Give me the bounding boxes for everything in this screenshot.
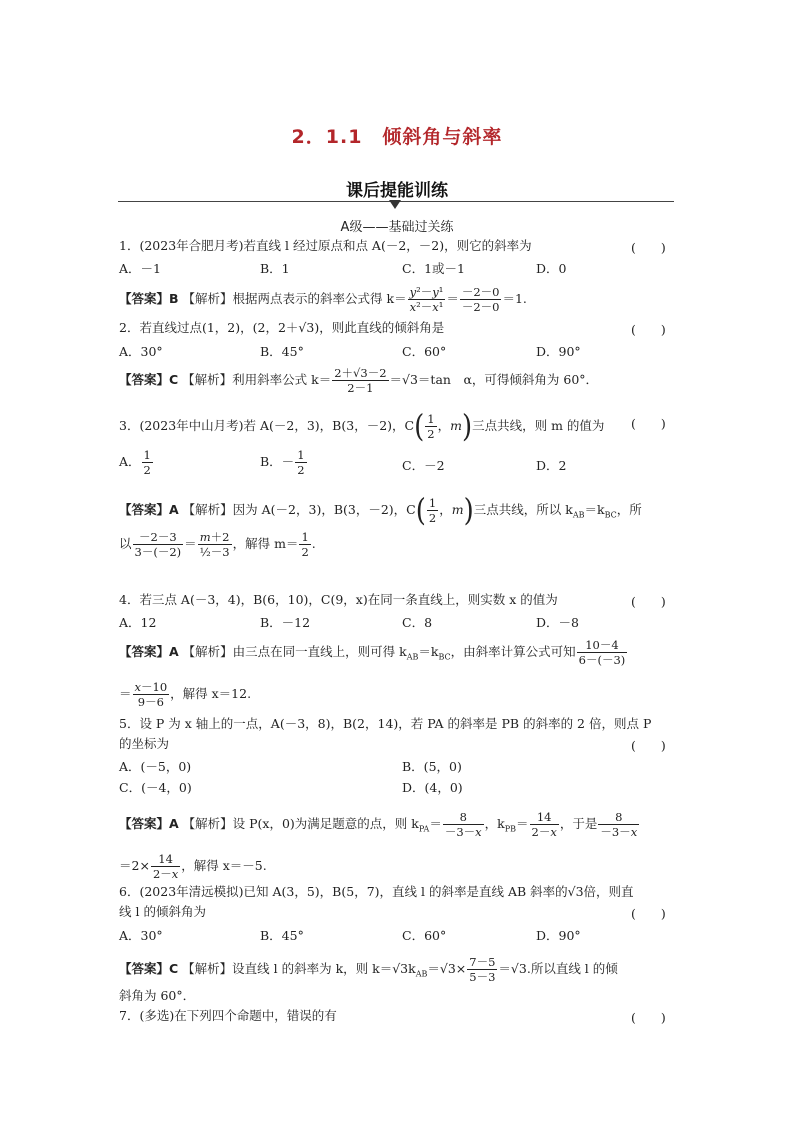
level-heading: A级——基础过关练 (340, 220, 454, 235)
answer-label: 【答案】B (119, 291, 179, 306)
answer-blank: ( ) (631, 738, 666, 753)
question-5-answer: 【答案】A 【解析】设 P(x，0)为满足题意的点，则 $k_{PA}=$ $\frac{8}{-3-x}$ ，$k_{PB}=$ $\frac{14}{2-x}$ ，于是 $\frac{8}{-3-x}$ (119, 810, 638, 839)
question-6-stem-line2: 线 l 的倾斜角为 (119, 904, 206, 919)
page-title: 2．1.1 倾斜角与斜率 (291, 126, 503, 148)
question-5-stem: 5．设 P 为 x 轴上的一点，A(－3，8)，B(2，14)，若 PA 的斜率是 PB 的斜率的 2 倍，则点 P (119, 716, 652, 731)
option-a: A．30° (119, 344, 163, 359)
option-d: D．2 (536, 458, 567, 473)
option-b: B．(5，0) (402, 759, 462, 774)
question-6-answer: 【答案】C 【解析】设直线 l 的斜率为 k，则 $k=√3k_{AB}=√3\times$ $\frac{7-5}{5-3}$ ＝√3.所以直线 l 的倾 (119, 955, 618, 984)
analysis-text: 【解析】利用斜率公式 k＝ (182, 372, 332, 387)
question-4-answer-line2: ＝ $\frac{x-10}{9-6}$ ，解得 x＝12. (119, 680, 252, 709)
triangle-marker-icon (389, 200, 401, 209)
option-c: C．60° (402, 928, 447, 943)
slope-fraction: $\frac{\text{y²－y¹}}{\text{x²－x¹}}$ (409, 285, 444, 314)
answer-blank: ( ) (631, 1010, 666, 1025)
option-b: B．－12 (260, 615, 311, 630)
answer-label: 【答案】C (119, 961, 179, 976)
question-3-stem: 3．(2023年中山月考)若 A(－2，3)，B(3，－2)，C( $\frac{1}{2}$ ，m)三点共线，则 m 的值为 (119, 408, 605, 445)
question-5-answer-line2: ＝2× $\frac{14}{2-x}$ ，解得 x＝－5. (119, 852, 267, 881)
question-1-answer: 【答案】B 【解析】根据两点表示的斜率公式得 k＝ $\frac{\text{y²－y¹}}{\text{x²－x¹}}$ ＝ $\frac{-2-0}{-2-0}$ ＝1. (119, 285, 527, 314)
answer-blank: ( ) (631, 240, 666, 255)
question-7-stem: 7．(多选)在下列四个命题中，错误的有 (119, 1008, 337, 1023)
answer-blank: ( ) (631, 322, 666, 337)
option-d: D．90° (536, 928, 581, 943)
answer-label: 【答案】A (119, 816, 179, 831)
question-2-answer: 【答案】C 【解析】利用斜率公式 k＝ $\frac{2+√3-2}{2-1}$ ＝√3＝tan α，可得倾斜角为 60°． (119, 366, 599, 395)
option-c: C．60° (402, 344, 447, 359)
option-a: A．－1 (119, 261, 161, 276)
option-b: B．－ $\frac{1}{2}$ (260, 448, 305, 477)
option-d: D．90° (536, 344, 581, 359)
section-title: 课后提能训练 (346, 181, 448, 201)
option-b: B．1 (260, 261, 290, 276)
question-6-answer-line2: 斜角为 60°． (119, 988, 196, 1003)
option-a: A．12 (119, 615, 157, 630)
question-2-stem: 2．若直线过点(1，2)，(2，2＋√3)，则此直线的倾斜角是 (119, 320, 445, 335)
option-d: D．－8 (536, 615, 579, 630)
answer-blank: ( ) (631, 416, 666, 431)
option-b: B．45° (260, 344, 304, 359)
option-d: D．0 (536, 261, 567, 276)
option-c: C．－2 (402, 458, 445, 473)
option-d: D．(4，0) (402, 780, 463, 795)
answer-label: 【答案】A (119, 502, 179, 517)
question-3-answer-line2: 以 $\frac{-2-3}{3-(-2)}$ ＝ $\frac{m+2}{\text{½－3}}$ ，解得 m＝ $\frac{1}{2}$ . (119, 530, 316, 559)
option-c: C．1或－1 (402, 261, 465, 276)
slope-fraction: $\frac{2+√3-2}{2-1}$ (334, 366, 387, 395)
value-fraction: $\frac{-2-0}{-2-0}$ (461, 285, 500, 314)
question-5-stem-line2: 的坐标为 (119, 736, 170, 751)
option-c: C．8 (402, 615, 433, 630)
analysis-text: 【解析】根据两点表示的斜率公式得 k＝ (182, 291, 407, 306)
question-6-stem: 6．(2023年清远模拟)已知 A(3，5)，B(5，7)，直线 l 的斜率是直线 AB 斜率的√3倍，则直 (119, 884, 634, 899)
answer-label: 【答案】A (119, 644, 179, 659)
question-4-stem: 4．若三点 A(－3，4)，B(6，10)，C(9，x)在同一条直线上，则实数 x 的值为 (119, 592, 558, 607)
option-a: A．30° (119, 928, 163, 943)
option-a: A． $\frac{1}{2}$ (119, 448, 151, 477)
question-3-answer: 【答案】A 【解析】因为 A(－2，3)，B(3，－2)，C( $\frac{1}{2}$ ，m)三点共线，所以 $k_{AB}=k_{BC}$，所 (119, 492, 642, 529)
answer-label: 【答案】C (119, 372, 179, 387)
option-b: B．45° (260, 928, 304, 943)
option-a: A．(－5，0) (119, 759, 192, 774)
option-c: C．(－4，0) (119, 780, 192, 795)
question-4-answer: 【答案】A 【解析】由三点在同一直线上，则可得 $k_{AB}=k_{BC}$，由斜率计算公式可知 $\frac{10-4}{6-(-3)}$ (119, 638, 626, 667)
answer-blank: ( ) (631, 906, 666, 921)
question-1-stem: 1．(2023年合肥月考)若直线 l 经过原点和点 A(－2，－2)，则它的斜率为 (119, 238, 532, 253)
answer-blank: ( ) (631, 594, 666, 609)
